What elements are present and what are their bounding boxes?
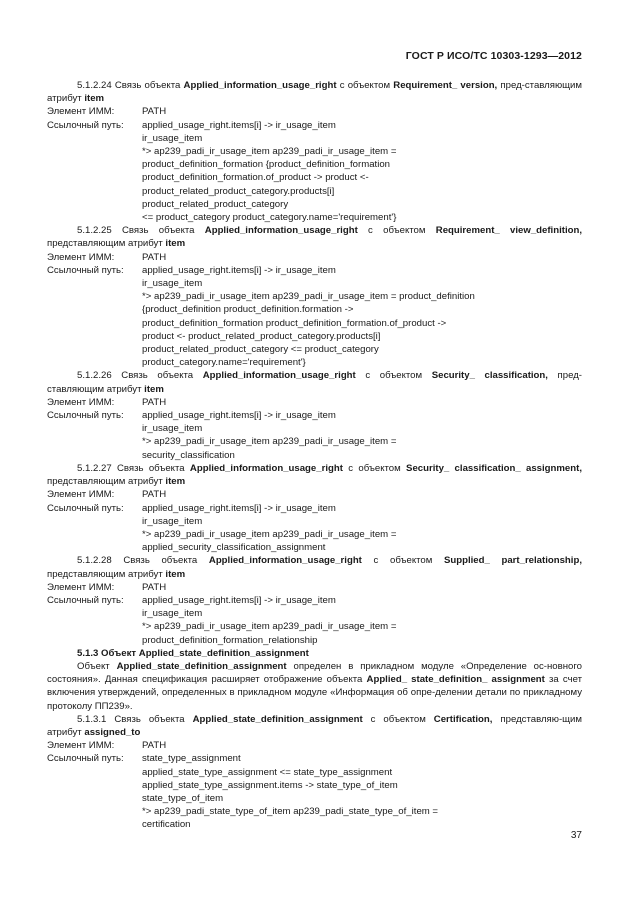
bold-text: Security_ classification, <box>431 370 548 382</box>
bold-text: Requirement_ version, <box>393 80 498 91</box>
field-value: PATH <box>142 581 167 593</box>
reference-path-line: *> ap239_padi_ir_usage_item ap239_padi_ir_usage_item = <box>142 528 397 540</box>
reference-path-line: product_definition_formation {product_definition_formation <box>142 159 390 171</box>
field-value: PATH <box>142 106 167 118</box>
paragraph <box>47 462 582 488</box>
text-run: 5.1.2.28 Связь объекта <box>77 555 209 567</box>
paragraph <box>47 713 582 739</box>
field-label: Ссылочный путь: <box>47 753 124 765</box>
reference-path-line: ir_usage_item <box>142 515 203 527</box>
document-header: ГОСТ Р ИСО/ТС 10303-1293—2012 <box>405 50 582 62</box>
reference-path-line: <= product_category product_category.name='requirement'} <box>142 212 397 224</box>
text-run: с объектом <box>342 462 407 474</box>
text-run: пред-ставляющим атрибут <box>47 80 583 105</box>
reference-path-line: *> ap239_padi_ir_usage_item ap239_padi_ir_usage_item = <box>142 621 397 633</box>
text-run: представляющим атрибут <box>47 238 166 250</box>
field-value: applied_usage_right.items[i] -> ir_usage_item <box>142 502 336 514</box>
text-run: с объектом <box>361 555 444 567</box>
field-value: applied_usage_right.items[i] -> ir_usage_item <box>142 119 336 131</box>
paragraph <box>47 554 582 580</box>
field-row <box>47 409 582 422</box>
field-row <box>47 488 582 501</box>
text-run: 5.1.2.24 Связь объекта <box>77 80 184 91</box>
paragraph <box>47 224 582 250</box>
field-value: PATH <box>142 251 167 263</box>
bold-text: Applied_information_usage_right <box>183 80 337 91</box>
bold-text: Applied_state_definition_assignment <box>192 713 363 725</box>
reference-path-line: *> ap239_padi_ir_usage_item ap239_padi_ir_usage_item = <box>142 436 397 448</box>
bold-text: Applied_information_usage_right <box>208 555 362 567</box>
paragraph <box>47 369 582 395</box>
reference-path-line: ir_usage_item <box>142 132 203 144</box>
text-run: 5.1.2.25 Связь объекта <box>77 225 205 237</box>
reference-path-line: applied_state_type_assignment <= state_type_assignment <box>142 766 393 778</box>
field-row <box>47 581 582 594</box>
bold-text: item <box>84 93 105 105</box>
bold-text: item <box>144 383 164 395</box>
reference-path-line: product_definition_formation.of_product -> product <- <box>142 172 369 184</box>
reference-path-line: product_definition_formation_relationship <box>142 634 318 646</box>
field-label: Элемент ИММ: <box>47 106 115 118</box>
field-row <box>47 752 582 765</box>
reference-path-line: certification <box>142 819 191 831</box>
paragraph <box>47 660 582 713</box>
bold-text: Security_ classification_ assignment, <box>406 462 582 474</box>
field-label: Ссылочный путь: <box>47 410 124 422</box>
text-run: с объектом <box>336 80 394 91</box>
field-value: PATH <box>142 489 167 501</box>
paragraph <box>47 79 582 105</box>
bold-text: Supplied_ part_relationship, <box>444 555 582 567</box>
reference-path-line: *> ap239_padi_ir_usage_item ap239_padi_ir_usage_item = <box>142 146 397 158</box>
field-value: applied_usage_right.items[i] -> ir_usage_item <box>142 410 336 422</box>
bold-text: Applied_information_usage_right <box>189 462 343 474</box>
field-value: state_type_assignment <box>142 753 241 765</box>
field-row <box>47 502 582 515</box>
reference-path-line: ir_usage_item <box>142 423 203 435</box>
text-run: 5.1.2.26 Связь объекта <box>77 370 203 382</box>
reference-path-line: applied_state_type_assignment.items -> state_type_of_item <box>142 779 398 791</box>
reference-path-line: {product_definition product_definition.formation -> <box>142 304 354 316</box>
bold-text: Applied_information_usage_right <box>204 225 358 237</box>
field-value: PATH <box>142 396 167 408</box>
bold-text: Applied_state_definition_assignment <box>116 660 287 672</box>
field-label: Элемент ИММ: <box>47 251 115 263</box>
reference-path-line: product_definition_formation product_definition_formation.of_product -> <box>142 317 447 329</box>
field-value: PATH <box>142 740 167 752</box>
bold-text: item <box>165 238 186 250</box>
text-run: 5.1.2.27 Связь объекта <box>77 462 190 474</box>
reference-path-line: state_type_of_item <box>142 792 224 804</box>
text-run: с объектом <box>355 370 432 382</box>
reference-path-line: product_related_product_category <box>142 198 289 210</box>
text-run: с объектом <box>357 225 436 237</box>
field-row <box>47 594 582 607</box>
field-label: Элемент ИММ: <box>47 581 115 593</box>
reference-path-line: product_category.name='requirement'} <box>142 357 306 369</box>
field-row <box>47 251 582 264</box>
field-label: Ссылочный путь: <box>47 264 124 276</box>
field-label: Ссылочный путь: <box>47 119 124 131</box>
field-row <box>47 119 582 132</box>
field-label: Элемент ИММ: <box>47 396 115 408</box>
field-label: Элемент ИММ: <box>47 740 115 752</box>
text-run: 5.1.3.1 Связь объекта <box>77 713 193 725</box>
field-label: Ссылочный путь: <box>47 502 124 514</box>
reference-path-line: ir_usage_item <box>142 608 203 620</box>
reference-path-line: *> ap239_padi_state_type_of_item ap239_padi_state_type_of_item = <box>142 806 439 818</box>
reference-path-line: *> ap239_padi_ir_usage_item ap239_padi_ir_usage_item = product_definition <box>142 291 475 303</box>
text-run: представляющим атрибут <box>47 568 166 580</box>
field-row <box>47 739 582 752</box>
bold-text: Applied_information_usage_right <box>202 370 356 382</box>
field-row <box>47 105 582 118</box>
field-label: Ссылочный путь: <box>47 594 124 606</box>
field-row <box>47 264 582 277</box>
text-run: за счет включения утверждений, определенных в прикладном модуле «Информация об опре-делении детали по прикладному протоколу ПП239». <box>47 674 582 712</box>
document-body <box>47 79 582 832</box>
text-run: с объектом <box>362 713 434 725</box>
text-run: определен в прикладном модуле «Определение ос-новного состояния». Данная спецификация расширяет отображение объекта <box>47 660 582 686</box>
bold-text: Certification, <box>433 713 493 725</box>
text-run: Объект <box>77 660 117 672</box>
reference-path-line: product_related_product_category.products[i] <box>142 185 335 197</box>
paragraph <box>47 647 582 660</box>
bold-text: Requirement_ view_definition, <box>435 225 582 237</box>
text-run: представляю-щим атрибут <box>47 713 582 738</box>
reference-path-line: applied_security_classification_assignment <box>142 542 326 554</box>
reference-path-line: ir_usage_item <box>142 278 203 290</box>
reference-path-line: product <- product_related_product_category.products[i] <box>142 330 381 342</box>
bold-text: assigned_to <box>84 726 141 738</box>
bold-text: item <box>165 476 186 488</box>
field-row <box>47 396 582 409</box>
field-value: applied_usage_right.items[i] -> ir_usage_item <box>142 594 336 606</box>
page-number: 37 <box>570 830 582 841</box>
reference-path-line: product_related_product_category <= product_category <box>142 344 379 356</box>
bold-text: 5.1.3 Объект Applied_state_definition_assignment <box>77 647 309 659</box>
reference-path-line: security_classification <box>142 449 235 461</box>
bold-text: Applied_ state_definition_ assignment <box>366 674 545 686</box>
bold-text: item <box>165 568 186 580</box>
field-label: Элемент ИММ: <box>47 489 115 501</box>
field-value: applied_usage_right.items[i] -> ir_usage_item <box>142 264 336 276</box>
text-run: пред-ставляющим атрибут <box>47 370 582 395</box>
text-run: представляющим атрибут <box>47 476 166 488</box>
